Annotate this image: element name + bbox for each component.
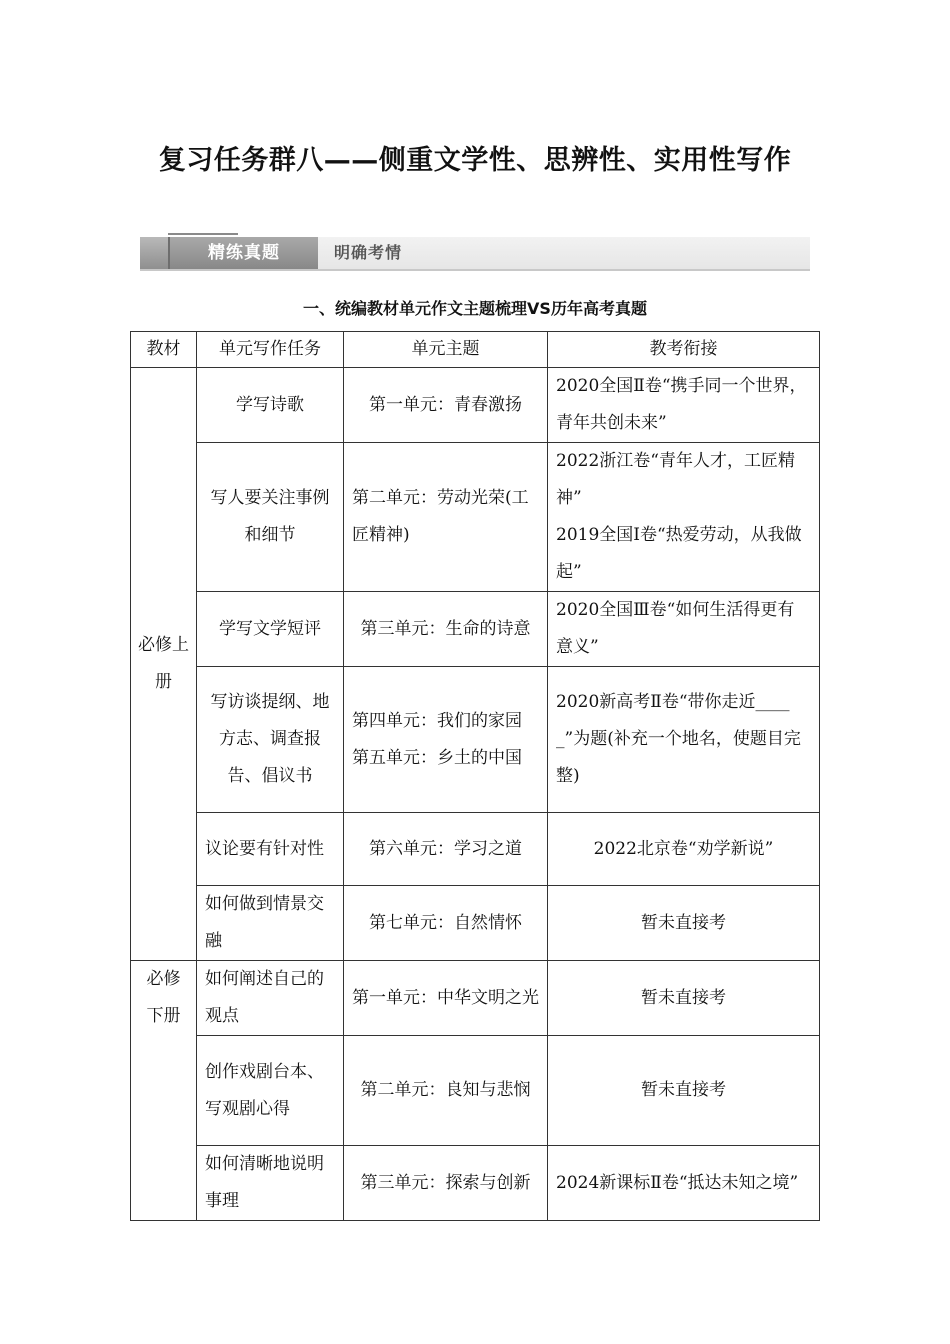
theme-cell [344,667,548,813]
task-cell: 写访谈提纲、地方志、调查报告、倡议书 [197,667,344,813]
exam-cell: 暂未直接考 [548,886,820,961]
table-row [131,592,820,667]
theme-line: 第四单元：我们的家园 [352,710,522,731]
task-cell: 创作戏剧台本、写观剧心得 [197,1036,344,1146]
theme-cell: 第七单元：自然情怀 [344,886,548,961]
exam-cell: 2024新课标Ⅱ卷“抵达未知之境” [548,1146,820,1221]
theme-cell: 第二单元：劳动光荣(工匠精神) [344,443,548,592]
textbook-cell: 必修下册 [131,961,197,1221]
task-cell: 如何清晰地说明事理 [197,1146,344,1221]
task-cell: 学写诗歌 [197,368,344,443]
theme-line: 第五单元：乡土的中国 [352,747,522,768]
exam-cell: 暂未直接考 [548,961,820,1036]
task-cell: 议论要有针对性 [197,813,344,886]
exam-cell: 2020新高考Ⅱ卷“带你走近_____”为题(补充一个地名，使题目完整) [548,667,820,813]
table-row [131,368,820,443]
exam-line: 2019全国Ⅰ卷“热爱劳动，从我做起” [556,525,802,582]
theme-cell: 第六单元：学习之道 [344,813,548,886]
table-row [131,961,820,1036]
task-cell: 写人要关注事例和细节 [197,443,344,592]
banner-subtitle: 明确考情 [334,243,403,262]
theme-cell: 第一单元：中华文明之光 [344,961,548,1036]
task-cell: 如何做到情景交融 [197,886,344,961]
writing-topics-table [130,331,820,1221]
section-heading: 一、统编教材单元作文主题梳理VS历年高考真题 [303,299,647,318]
table-row [131,1146,820,1221]
banner-tag: 精练真题 [168,237,318,269]
theme-cell: 第三单元：探索与创新 [344,1146,548,1221]
exam-line: 2022浙江卷“青年人才，工匠精神” [556,451,795,508]
header-theme: 单元主题 [344,332,548,368]
theme-cell: 第二单元：良知与悲悯 [344,1036,548,1146]
exam-cell: 2022北京卷“劝学新说” [548,813,820,886]
theme-cell: 第三单元：生命的诗意 [344,592,548,667]
table-row [131,443,820,592]
header-task: 单元写作任务 [197,332,344,368]
table-row [131,1036,820,1146]
textbook-cell: 必修上册 [131,368,197,961]
task-cell: 如何阐述自己的观点 [197,961,344,1036]
page-title: 复习任务群八——侧重文学性、思辨性、实用性写作 [158,145,792,176]
header-textbook: 教材 [131,332,197,368]
exam-cell: 2020全国Ⅱ卷“携手同一个世界，青年共创未来” [548,368,820,443]
table-header-row [131,332,820,368]
section-banner [140,237,810,271]
header-exam: 教考衔接 [548,332,820,368]
exam-cell [548,443,820,592]
task-cell: 学写文学短评 [197,592,344,667]
exam-cell: 2020全国Ⅲ卷“如何生活得更有意义” [548,592,820,667]
table-row [131,667,820,813]
table-row [131,813,820,886]
table-row [131,886,820,961]
exam-cell: 暂未直接考 [548,1036,820,1146]
theme-cell: 第一单元：青春激扬 [344,368,548,443]
